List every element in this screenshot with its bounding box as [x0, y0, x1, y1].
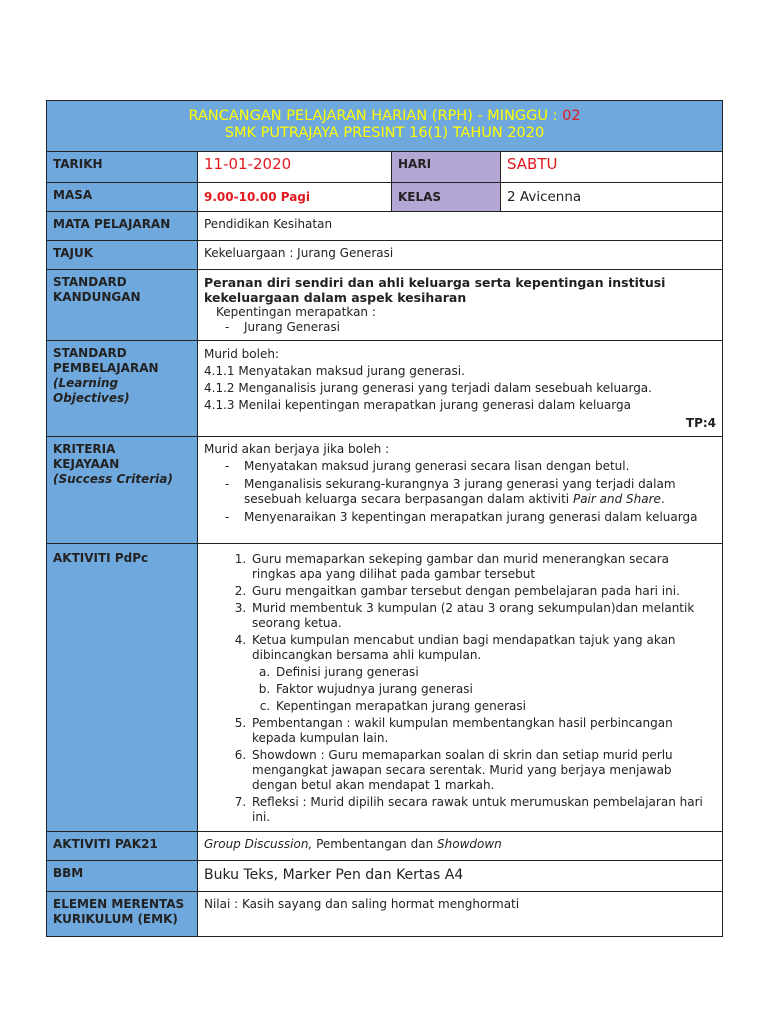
row-tarikh [47, 152, 723, 183]
masa-value: 9.00-10.00 Pagi [198, 183, 392, 212]
kriteria-label: KRITERIA KEJAYAAN (Success Criteria) [47, 437, 198, 544]
standard-kandungan-content [198, 270, 723, 341]
emk-label: ELEMEN MERENTAS KURIKULUM (EMK) [47, 892, 198, 937]
kelas-value: 2 Avicenna [501, 183, 723, 212]
row-bbm [47, 861, 723, 892]
aktiviti-label: AKTIVITI PdPc [47, 544, 198, 832]
list-item: 7. Refleksi : Murid dipilih secara rawak untuk merumuskan pembelajaran hari ini. [250, 795, 716, 825]
masa-label: MASA [47, 183, 198, 212]
tajuk-label: TAJUK [47, 241, 198, 270]
row-pak21 [47, 832, 723, 861]
hari-value: SABTU [501, 152, 723, 183]
pak21-label: AKTIVITI PAK21 [47, 832, 198, 861]
bbm-label: BBM [47, 861, 198, 892]
pembelajaran-intro: Murid boleh: [204, 347, 279, 361]
kriteria-content [198, 437, 723, 544]
aktiviti-content [198, 544, 723, 832]
list-item: - Menganalisis sekurang-kurangnya 3 jurang generasi yang terjadi dalam sesebuah keluarga secara berpasangan dalam aktiviti Pair and Share. [222, 477, 716, 507]
list-item: 3. Murid membentuk 3 kumpulan (2 atau 3 orang sekumpulan)dan melantik seorang ketua. [250, 601, 716, 631]
list-item: 1. Guru memaparkan sekeping gambar dan murid menerangkan secara ringkas apa yang dilihat pada gambar tersebut [250, 552, 716, 582]
list-item: 4. Ketua kumpulan mencabut undian bagi mendapatkan tajuk yang akan dibincangkan bersama ahli kumpulan. a. Definisi jurang generasi b. Faktor wujudnya jurang generasi c. Kepentingan merapatkan jurang generasi [250, 633, 716, 714]
rph-document [46, 100, 722, 937]
document-title [47, 101, 723, 152]
rph-table [46, 100, 723, 937]
kriteria-list [204, 459, 716, 525]
objective-item: 4.1.1 Menyatakan maksud jurang generasi. [204, 364, 465, 378]
pak21-value: Group Discussion, Pembentangan dan Showdown [198, 832, 723, 861]
row-aktiviti [47, 544, 723, 832]
kandungan-list [204, 320, 716, 335]
kriteria-intro: Murid akan berjaya jika boleh : [204, 442, 390, 456]
row-emk [47, 892, 723, 937]
list-item: - Jurang Generasi [222, 320, 716, 335]
objective-item: 4.1.2 Menganalisis jurang generasi yang terjadi dalam sesebuah keluarga. [204, 381, 652, 395]
row-tajuk [47, 241, 723, 270]
list-item: c. Kepentingan merapatkan jurang generasi [274, 699, 716, 714]
hari-label: HARI [392, 152, 501, 183]
row-standard-pembelajaran [47, 341, 723, 437]
row-standard-kandungan [47, 270, 723, 341]
kandungan-bold-text: Peranan diri sendiri dan ahli keluarga serta kepentingan institusi kekeluargaan dalam aspek kesiharan [204, 275, 666, 305]
aktiviti-list [204, 552, 716, 825]
standard-pembelajaran-content [198, 341, 723, 437]
header-row [47, 101, 723, 152]
mata-value: Pendidikan Kesihatan [198, 212, 723, 241]
tajuk-value: Kekeluargaan : Jurang Generasi [198, 241, 723, 270]
standard-pembelajaran-label: STANDARD PEMBELAJARAN (Learning Objectives) [47, 341, 198, 437]
tp-level: TP:4 [685, 416, 717, 430]
row-kriteria [47, 437, 723, 544]
list-item: 6. Showdown : Guru memaparkan soalan di skrin dan setiap murid perlu mengangkat jawapan secara serentak. Murid yang berjaya menjawab dengan betul akan mendapat 1 markah. [250, 748, 716, 793]
row-mata-pelajaran [47, 212, 723, 241]
kandungan-subtext: Kepentingan merapatkan : [216, 305, 376, 319]
week-number: 02 [562, 108, 581, 124]
tarikh-label: TARIKH [47, 152, 198, 183]
mata-label: MATA PELAJARAN [47, 212, 198, 241]
standard-kandungan-label: STANDARD KANDUNGAN [47, 270, 198, 341]
list-item: - Menyenaraikan 3 kepentingan merapatkan jurang generasi dalam keluarga [222, 510, 716, 525]
row-masa [47, 183, 723, 212]
tarikh-value: 11-01-2020 [198, 152, 392, 183]
list-item: a. Definisi jurang generasi [274, 665, 716, 680]
list-item: 5. Pembentangan : wakil kumpulan membentangkan hasil perbincangan kepada kumpulan lain. [250, 716, 716, 746]
kelas-label: KELAS [392, 183, 501, 212]
objective-item: 4.1.3 Menilai kepentingan merapatkan jurang generasi dalam keluarga [204, 398, 631, 412]
list-item: - Menyatakan maksud jurang generasi secara lisan dengan betul. [222, 459, 716, 474]
emk-value: Nilai : Kasih sayang dan saling hormat menghormati [198, 892, 723, 937]
bbm-value: Buku Teks, Marker Pen dan Kertas A4 [198, 861, 723, 892]
title-line-2: SMK PUTRAJAYA PRESINT 16(1) TAHUN 2020 [224, 124, 545, 141]
list-item: b. Faktor wujudnya jurang generasi [274, 682, 716, 697]
title-line-1: RANCANGAN PELAJARAN HARIAN (RPH) - MINGGU : [188, 108, 563, 124]
aktiviti-sub-list [252, 665, 716, 714]
list-item: 2. Guru mengaitkan gambar tersebut dengan pembelajaran pada hari ini. [250, 584, 716, 599]
